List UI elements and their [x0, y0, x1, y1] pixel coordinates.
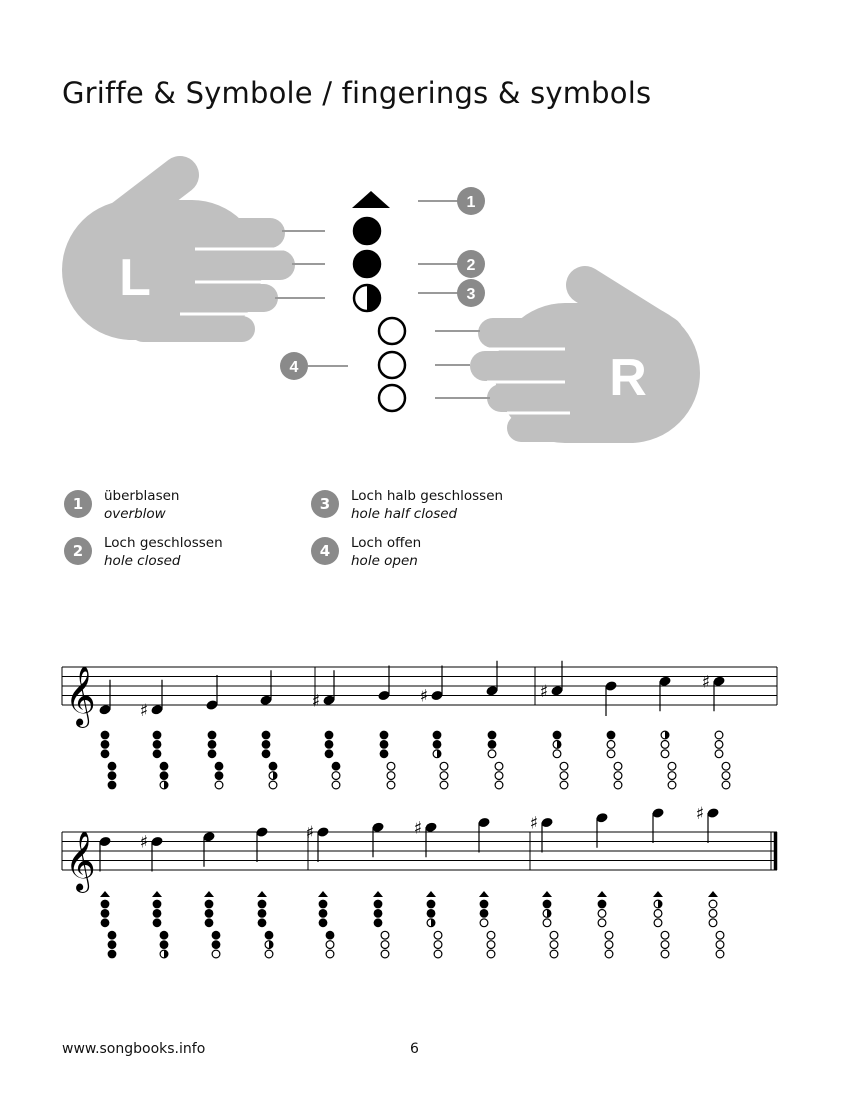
accidental-sharp: ♯: [139, 700, 148, 721]
accidental-sharp: ♯: [139, 832, 148, 853]
hole-open-icon: [668, 762, 676, 770]
hole-closed-icon: [488, 731, 497, 740]
hole-open-icon: [434, 931, 442, 939]
hole-open-icon: [487, 941, 495, 949]
overblow-icon: [100, 891, 110, 897]
hole-closed-icon: [326, 931, 335, 940]
footer-url: www.songbooks.info: [62, 1041, 206, 1057]
hole-open-icon: [605, 950, 613, 958]
legend-label-de: überblasen: [104, 488, 180, 504]
hole-open-icon: [668, 781, 676, 789]
hole-open-icon: [560, 762, 568, 770]
hole-closed-icon: [374, 918, 383, 927]
hole-open-icon: [607, 741, 615, 749]
hole-closed-icon: [319, 900, 328, 909]
hole-open-icon: [605, 941, 613, 949]
page-title: Griffe & Symbole / fingerings & symbols: [62, 76, 652, 110]
hole-closed-icon: [153, 900, 162, 909]
hole-closed-icon: [433, 740, 442, 749]
hole-closed-icon: [101, 740, 110, 749]
hole-open-icon: [381, 950, 389, 958]
hole-open-icon: [550, 931, 558, 939]
hole-closed-icon: [212, 931, 221, 940]
overblow-icon: [373, 891, 383, 897]
hole-closed-icon: [153, 749, 162, 758]
hole-open-icon: [332, 781, 340, 789]
hole-closed-icon: [433, 731, 442, 740]
hole-open-icon: [387, 762, 395, 770]
overblow-icon: [653, 891, 663, 897]
hole-closed-icon: [160, 762, 169, 771]
hole-open-icon: [434, 950, 442, 958]
hole-closed-icon: [480, 900, 489, 909]
callout-label-4: 4: [289, 359, 299, 376]
accidental-sharp: ♯: [701, 672, 710, 693]
hole-closed-icon: [374, 900, 383, 909]
hole-open-icon: [387, 772, 395, 780]
hole-open-icon: [381, 931, 389, 939]
overblow-icon: [479, 891, 489, 897]
hole-closed-icon: [205, 909, 214, 918]
overblow-icon: [257, 891, 267, 897]
hole-closed-icon: [325, 740, 334, 749]
legend-label-en: hole closed: [104, 553, 181, 569]
hole-open-icon: [722, 772, 730, 780]
hole-open-icon: [326, 950, 334, 958]
hole-open-icon: [440, 762, 448, 770]
hole-open-icon: [661, 741, 669, 749]
hole-closed-icon: [208, 740, 217, 749]
hole-open-icon: [716, 941, 724, 949]
hole-closed-icon: [543, 900, 552, 909]
hole-open-icon: [434, 941, 442, 949]
hole-closed-icon: [258, 918, 267, 927]
accidental-sharp: ♯: [419, 686, 428, 707]
overblow-icon: [318, 891, 328, 897]
hole-open-icon: [614, 772, 622, 780]
hole-open-icon: [550, 950, 558, 958]
hole-closed-icon: [427, 900, 436, 909]
hole-open-icon: [265, 950, 273, 958]
hole-closed-icon: [215, 771, 224, 780]
hole-closed-icon: [319, 918, 328, 927]
overblow-icon: [708, 891, 718, 897]
callout-label-1: 1: [466, 194, 476, 211]
hole-closed-icon: [108, 762, 117, 771]
hole-closed-icon: [374, 909, 383, 918]
hole-closed-icon: [153, 731, 162, 740]
hole-closed-icon: [488, 740, 497, 749]
hole-open-icon: [661, 750, 669, 758]
hole-closed-icon: [258, 900, 267, 909]
hole-closed-icon: [108, 781, 117, 790]
hole-closed-icon: [108, 940, 117, 949]
hole-open-icon: [495, 762, 503, 770]
hole-open-icon: [709, 910, 717, 918]
hole-open-icon: [212, 950, 220, 958]
hole-open-icon: [495, 772, 503, 780]
legend-label-en: overblow: [104, 506, 166, 522]
hole-open-icon: [661, 931, 669, 939]
hole-open-icon: [332, 772, 340, 780]
hole-closed-icon: [101, 749, 110, 758]
legend-number: 3: [311, 490, 339, 518]
hole-closed-icon: [380, 749, 389, 758]
hole-closed-icon: [319, 909, 328, 918]
hole-closed-icon: [215, 762, 224, 771]
hole-open-icon: [722, 781, 730, 789]
hole-open-icon: [381, 941, 389, 949]
hole-closed-icon: [212, 940, 221, 949]
hole-closed-icon: [262, 731, 271, 740]
hole-closed-icon: [101, 900, 110, 909]
hole-closed-icon: [160, 771, 169, 780]
hole-closed-icon: [553, 731, 562, 740]
hole-open-icon: [709, 900, 717, 908]
hole-open-icon: [607, 750, 615, 758]
hole-open-icon: [605, 931, 613, 939]
legend-label-en: hole open: [351, 553, 418, 569]
accidental-sharp: ♯: [305, 823, 314, 843]
hole-closed-icon: [325, 731, 334, 740]
hole-open-icon: [661, 950, 669, 958]
hole-closed-icon: [480, 909, 489, 918]
hole-open-icon: [661, 941, 669, 949]
hole-open-icon: [654, 910, 662, 918]
hole-closed-icon: [101, 909, 110, 918]
hole-open-icon: [722, 762, 730, 770]
hole-closed-icon: [325, 749, 334, 758]
hole-open-icon: [709, 919, 717, 927]
hole-closed-icon: [265, 931, 274, 940]
hole-open-icon: [614, 762, 622, 770]
hole-closed-icon: [332, 762, 341, 771]
accidental-sharp: ♯: [539, 681, 548, 702]
hole-closed-icon: [108, 950, 117, 959]
hole-closed-icon: [153, 909, 162, 918]
hole-closed-icon: [427, 909, 436, 918]
accidental-sharp: ♯: [413, 818, 422, 839]
treble-clef-icon: 𝄞: [65, 666, 96, 726]
legend-label-en: hole half closed: [351, 506, 458, 522]
hole-open-icon: [560, 781, 568, 789]
legend-number: 2: [64, 537, 92, 565]
hole-open-icon: [440, 772, 448, 780]
overblow-icon: [597, 891, 607, 897]
overblow-icon: [204, 891, 214, 897]
hole-closed-icon: [101, 731, 110, 740]
hole-closed-icon: [205, 900, 214, 909]
left-hand-label: L: [119, 249, 151, 307]
accidental-sharp: ♯: [311, 691, 320, 712]
hole-open-icon: [668, 772, 676, 780]
hole-closed-icon: [108, 931, 117, 940]
hole-closed-icon: [607, 731, 616, 740]
hole-closed-icon: [598, 900, 607, 909]
hole-open-icon: [215, 781, 223, 789]
hole-closed-icon: [262, 749, 271, 758]
hole-open-icon: [326, 941, 334, 949]
hole-closed-icon: [205, 918, 214, 927]
hole-open-icon: [598, 919, 606, 927]
legend-number: 4: [311, 537, 339, 565]
overblow-icon: [542, 891, 552, 897]
accidental-sharp: ♯: [695, 804, 704, 824]
right-hand-label: R: [609, 349, 647, 407]
hole-open-icon: [440, 781, 448, 789]
hole-closed-icon: [262, 740, 271, 749]
callout-label-3: 3: [466, 286, 476, 303]
legend-label-de: Loch offen: [351, 535, 422, 551]
overblow-icon: [426, 891, 436, 897]
hole-open-icon: [598, 910, 606, 918]
hole-closed-icon: [101, 918, 110, 927]
hole-open-icon: [553, 750, 561, 758]
hole-closed-icon: [208, 749, 217, 758]
hole-closed-icon: [269, 762, 278, 771]
hole-open-icon: [715, 731, 723, 739]
hole-open-icon: [715, 750, 723, 758]
hole-open-icon: [487, 950, 495, 958]
hole-closed-icon: [160, 940, 169, 949]
hole-open-icon: [550, 941, 558, 949]
legend-label-de: Loch halb geschlossen: [351, 488, 504, 504]
legend-label-de: Loch geschlossen: [104, 535, 223, 551]
hole-open-icon: [487, 931, 495, 939]
hole-open-icon: [716, 950, 724, 958]
hole-open-icon: [715, 741, 723, 749]
treble-clef-icon: 𝄞: [65, 831, 96, 891]
page-number: 6: [410, 1041, 419, 1057]
hole-open-icon: [543, 919, 551, 927]
hole-closed-icon: [380, 731, 389, 740]
overblow-icon: [152, 891, 162, 897]
hole-open-icon: [480, 919, 488, 927]
accidental-sharp: ♯: [529, 813, 538, 834]
hole-open-icon: [488, 750, 496, 758]
hole-open-icon: [654, 919, 662, 927]
hole-open-icon: [560, 772, 568, 780]
hole-closed-icon: [380, 740, 389, 749]
hole-open-icon: [387, 781, 395, 789]
hole-closed-icon: [153, 740, 162, 749]
legend-number: 1: [64, 490, 92, 518]
hole-open-icon: [716, 931, 724, 939]
hole-closed-icon: [258, 909, 267, 918]
hole-closed-icon: [208, 731, 217, 740]
callout-label-2: 2: [466, 257, 476, 274]
hole-closed-icon: [160, 931, 169, 940]
hole-open-icon: [269, 781, 277, 789]
hole-closed-icon: [153, 918, 162, 927]
hole-open-icon: [614, 781, 622, 789]
hole-closed-icon: [108, 771, 117, 780]
hole-open-icon: [495, 781, 503, 789]
